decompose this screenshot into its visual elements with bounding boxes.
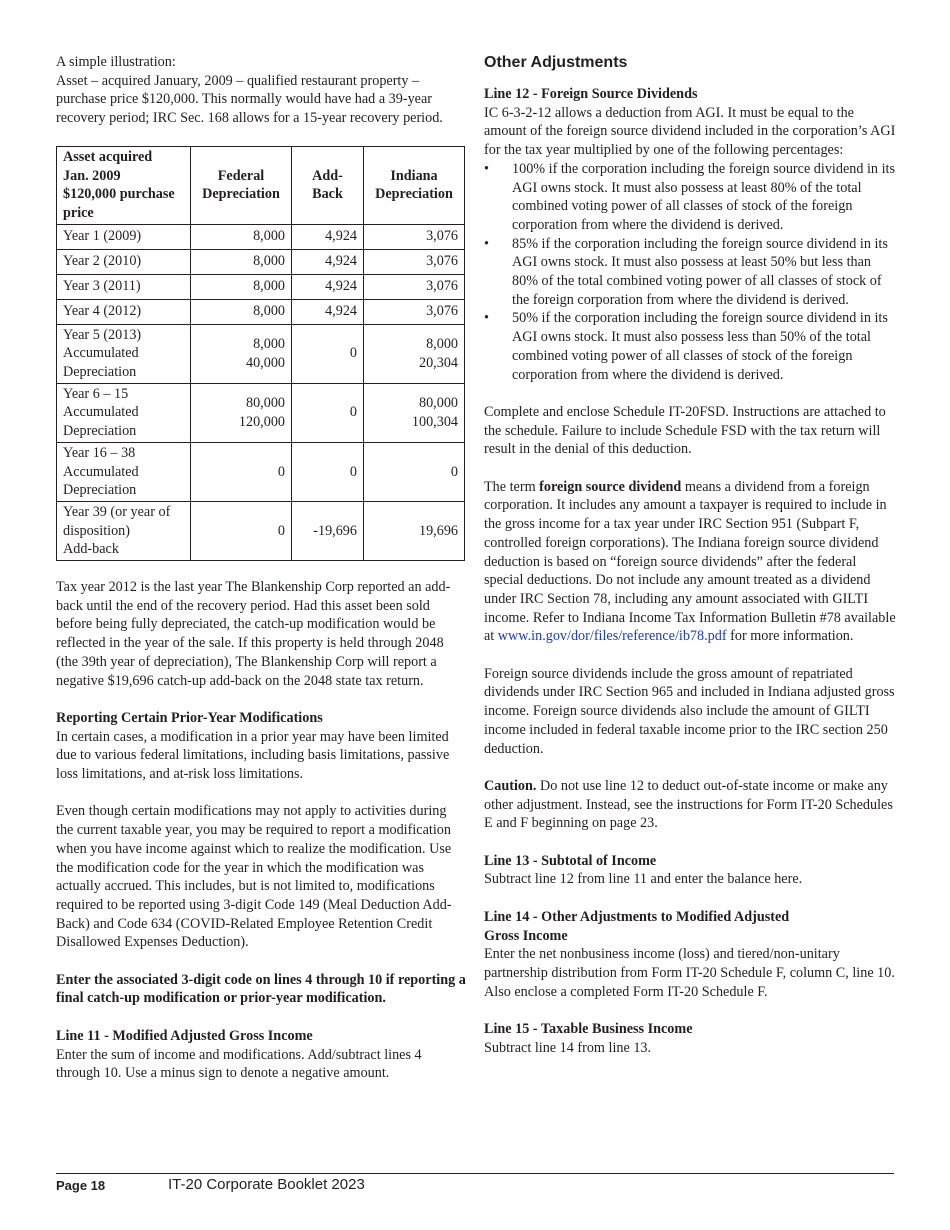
table-row	[57, 324, 465, 383]
column-header: Asset acquired Jan. 2009 $120,000 purchase price	[57, 146, 191, 224]
foreign-source-definition	[484, 478, 896, 646]
value-cell: 8,000	[191, 224, 292, 249]
caution-paragraph	[484, 777, 896, 833]
table-row	[57, 442, 465, 501]
value-cell: 3,076	[364, 224, 465, 249]
row-label-cell: Year 3 (2011)	[57, 274, 191, 299]
table-row	[57, 383, 465, 442]
term-bold: foreign source dividend	[539, 478, 682, 495]
table-header-row	[57, 146, 465, 224]
row-label-cell: Year 6 – 15 Accumulated Depreciation	[57, 383, 191, 442]
footer-divider	[56, 1173, 894, 1174]
value-cell: 3,076	[364, 249, 465, 274]
value-cell: 0	[191, 442, 292, 501]
row-label-cell: Year 5 (2013) Accumulated Depreciation	[57, 324, 191, 383]
value-cell: 19,696	[364, 501, 465, 560]
value-cell: 80,000 100,304	[364, 383, 465, 442]
value-cell: 4,924	[292, 274, 364, 299]
column-header: Indiana Depreciation	[364, 146, 465, 224]
line12-paragraph: IC 6-3-2-12 allows a deduction from AGI. It must be equal to the amount of the foreign source dividend included in the corporation’s AGI for the tax year multiplied by one of the following percentages:	[484, 104, 896, 159]
tax-year-paragraph: Tax year 2012 is the last year The Blankenship Corp reported an add-back until the end of the recovery period. Had this asset been sold before being fully depreciated, the catch-up modification would be reflected in the year of the sale. If this property is held through 2048 (the 39th year of depreciation), The Blankenship Corp will report a negative $19,696 catch-up add-back on the 2048 state tax return.	[56, 579, 451, 689]
row-label-cell: Year 39 (or year of disposition) Add-back	[57, 501, 191, 560]
right-column	[484, 53, 896, 1076]
table-row	[57, 501, 465, 560]
illustration-title: A simple illustration:	[56, 54, 176, 70]
value-cell: 8,000	[191, 299, 292, 324]
value-cell: 8,000	[191, 274, 292, 299]
value-cell: 4,924	[292, 249, 364, 274]
prior-year-paragraph-1: In certain cases, a modification in a prior year may have been limited due to various federal limitations, including basis limitations, passive loss limitations, and at-risk loss limitations.	[56, 728, 450, 783]
row-label-cell: Year 1 (2009)	[57, 224, 191, 249]
value-cell: 8,000	[191, 249, 292, 274]
line15-heading: Line 15 - Taxable Business Income	[484, 1021, 693, 1038]
prior-year-paragraph-2: Even though certain modifications may not apply to activities during the current taxable year, you may be required to report a modification when you have income against which to realize the modification. Use the modification code for the year in which the modification was actually accrued. This includes, but is not limited to, modifications required to be reported using 3-digit Code 149 (Meal Deduction Add-Back) and Code 634 (COVID-Related Employee Retention Credit Disallowed Expenses Deduction).	[56, 803, 452, 951]
value-cell: 0	[191, 501, 292, 560]
line13-paragraph: Subtract line 12 from line 11 and enter the balance here.	[484, 871, 803, 888]
percentage-list	[484, 160, 896, 384]
value-cell: 0	[364, 442, 465, 501]
row-label-cell: Year 4 (2012)	[57, 299, 191, 324]
text: The term	[484, 478, 540, 495]
row-label-cell: Year 16 – 38 Accumulated Depreciation	[57, 442, 191, 501]
value-cell: 0	[292, 383, 364, 442]
caution-label: Caution.	[484, 777, 537, 794]
depreciation-table	[56, 146, 465, 561]
ib78-link[interactable]: www.in.gov/dor/files/reference/ib78.pdf	[497, 628, 727, 645]
list-item: • 100% if the corporation including the foreign source dividend in its AGI owns stock. It must also possess at least 80% of the total combined voting power of all classes of stock of the foreign corporation from where the dividend is derived.	[484, 160, 896, 235]
text: means a dividend from a foreign corporation. It includes any amount a taxpayer is required to include in the gross income for a tax year under IRC Section 951 (Subpart F, controlled foreign corporations). The Indiana foreign source dividend deduction is based on “foreign source dividends” after the federal special deductions. Do not include any amount treated as a dividend under IRC Section 78, including any amount associated with GILTI income. Refer to Indiana Income Tax Information Bulletin #78 available at	[484, 478, 896, 645]
line11-paragraph: Enter the sum of income and modifications. Add/subtract lines 4 through 10. Use a minus sign to denote a negative amount.	[56, 1046, 422, 1082]
list-item: • 50% if the corporation including the foreign source dividend in its AGI owns stock. It must also possess less than 50% of the total combined voting power of all classes of stock of the foreign corporation from where the dividend is derived.	[484, 309, 896, 384]
value-cell: 3,076	[364, 299, 465, 324]
value-cell: 0	[292, 324, 364, 383]
line11-heading: Line 11 - Modified Adjusted Gross Income	[56, 1027, 313, 1044]
value-cell: 4,924	[292, 224, 364, 249]
value-cell: -19,696	[292, 501, 364, 560]
schedule-paragraph: Complete and enclose Schedule IT-20FSD. Instructions are attached to the schedule. Failure to include Schedule FSD with the tax return will result in the denial of this deduction.	[484, 403, 886, 458]
illustration-text: Asset – acquired January, 2009 – qualified restaurant property – purchase price $120,000. This normally would have had a 39-year recovery period; IRC Sec. 168 allows for a 15-year recovery period.	[56, 72, 443, 127]
line14-paragraph: Enter the net nonbusiness income (loss) and tiered/non-unitary partnership distribution from Form IT-20 Schedule F, column C, line 10. Also enclose a completed Form IT-20 Schedule F.	[484, 946, 895, 1000]
line15-paragraph: Subtract line 14 from line 13.	[484, 1039, 652, 1056]
enter-code-instruction: Enter the associated 3-digit code on lines 4 through 10 if reporting a final catch-up modification or prior-year modification.	[56, 971, 466, 1007]
text: for more information.	[726, 628, 854, 645]
line14-heading: Line 14 - Other Adjustments to Modified Adjusted Gross Income	[484, 908, 790, 944]
prior-year-heading: Reporting Certain Prior-Year Modifications	[56, 709, 323, 726]
table-row	[57, 249, 465, 274]
caution-text: Do not use line 12 to deduct out-of-state income or make any other adjustment. Instead, see the instructions for Form IT-20 Schedules E and F beginning on page 23.	[484, 777, 893, 832]
column-header: Federal Depreciation	[191, 146, 292, 224]
table-row	[57, 274, 465, 299]
left-column	[56, 53, 466, 1102]
list-item: • 85% if the corporation including the foreign source dividend in its AGI owns stock. It must also possess at least 50% but less than 80% of the total combined voting power of all classes of stock of the foreign corporation from where the dividend is derived.	[484, 235, 896, 310]
booklet-title: IT-20 Corporate Booklet 2023	[168, 1176, 365, 1193]
repatriated-paragraph: Foreign source dividends include the gross amount of repatriated dividends under IRC Section 965 and included in Indiana adjusted gross income. Foreign source dividends also include the amount of GILTI income included in federal taxable income prior to the IRC section 250 deduction.	[484, 665, 895, 757]
line12-heading: Line 12 - Foreign Source Dividends	[484, 86, 698, 102]
row-label-cell: Year 2 (2010)	[57, 249, 191, 274]
value-cell: 80,000 120,000	[191, 383, 292, 442]
value-cell: 4,924	[292, 299, 364, 324]
column-header: Add- Back	[292, 146, 364, 224]
value-cell: 0	[292, 442, 364, 501]
page-number: Page 18	[56, 1178, 106, 1193]
value-cell: 3,076	[364, 274, 465, 299]
other-adjustments-heading: Other Adjustments	[484, 54, 628, 71]
line13-heading: Line 13 - Subtotal of Income	[484, 852, 657, 869]
table-row	[57, 224, 465, 249]
value-cell: 8,000 20,304	[364, 324, 465, 383]
value-cell: 8,000 40,000	[191, 324, 292, 383]
table-row	[57, 299, 465, 324]
